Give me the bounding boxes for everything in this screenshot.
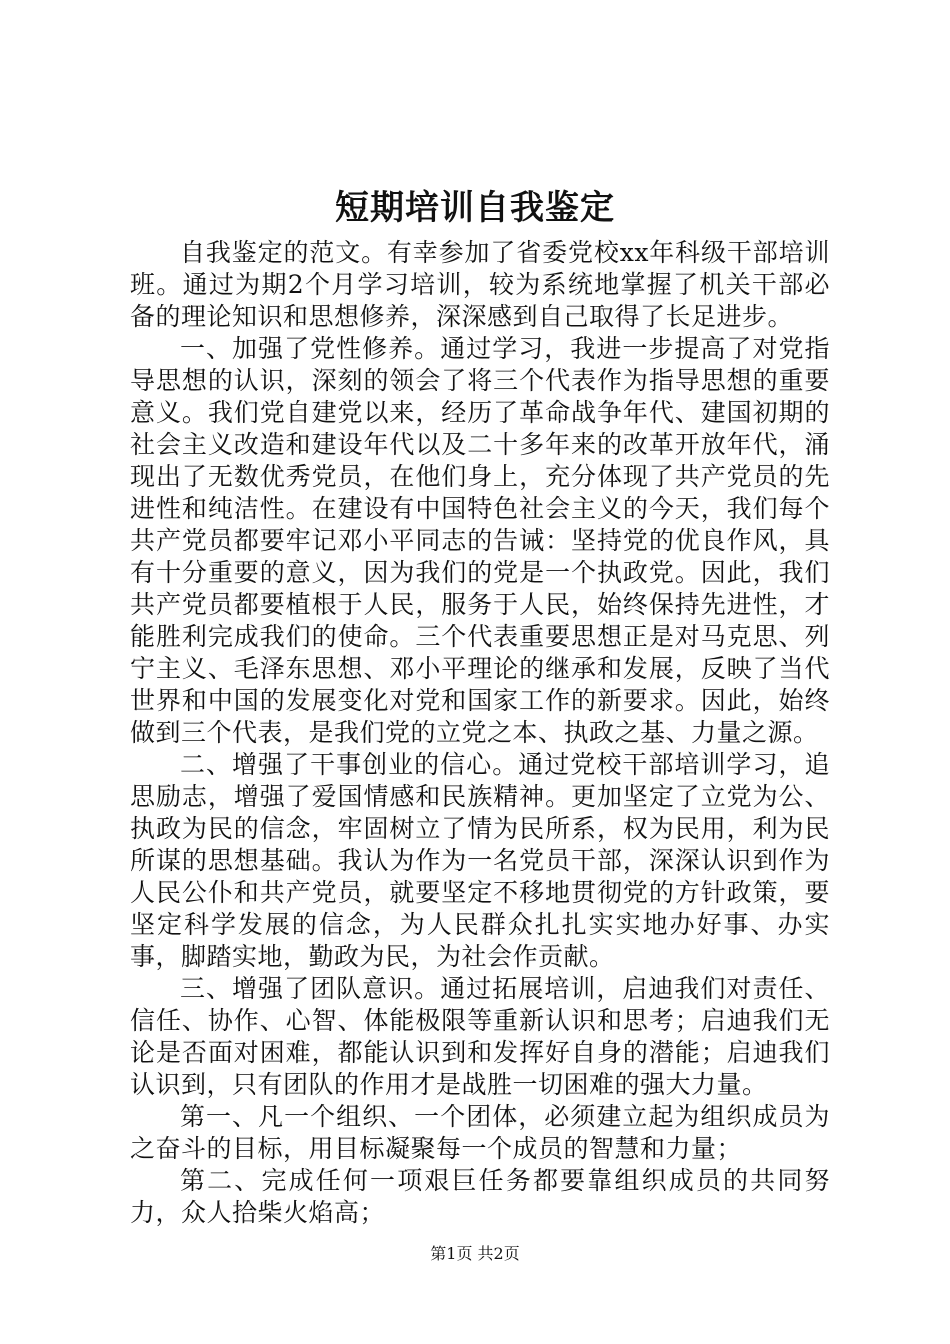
document-title: 短期培训自我鉴定	[335, 188, 615, 228]
paragraph-team-awareness: 三、增强了团队意识。通过拓展培训，启迪我们对责任、信任、协作、心智、体能极限等重新认识和思考；启迪我们无论是否面对困难，都能认识到和发挥好自身的潜能；启迪我们认识到，只有团队的作用才是战胜一切困难的强大力量。	[130, 974, 830, 1099]
paragraph-point-one: 第一、凡一个组织、一个团体，必须建立起为组织成员为之奋斗的目标，用目标凝聚每一个成员的智慧和力量；	[130, 1102, 830, 1163]
paragraph-point-two: 第二、完成任何一项艰巨任务都要靠组织成员的共同努力，众人拾柴火焰高；	[130, 1166, 830, 1227]
paragraph-confidence: 二、增强了干事创业的信心。通过党校干部培训学习，追思励志，增强了爱国情感和民族精神。更加坚定了立党为公、执政为民的信念，牢固树立了情为民所系，权为民用，利为民所谋的思想基础。我认为作为一名党员干部，深深认识到作为人民公仆和共产党员，就要坚定不移地贯彻党的方针政策，要坚定科学发展的信念，为人民群众扎扎实实地办好事、办实事，脚踏实地，勤政为民，为社会作贡献。	[130, 750, 830, 971]
paragraph-party-spirit: 一、加强了党性修养。通过学习，我进一步提高了对党指导思想的认识，深刻的领会了将三个代表作为指导思想的重要意义。我们党自建党以来，经历了革命战争年代、建国初期的社会主义改造和建设年代以及二十多年来的改革开放年代，涌现出了无数优秀党员，在他们身上，充分体现了共产党员的先进性和纯洁性。在建设有中国特色社会主义的今天，我们每个共产党员都要牢记邓小平同志的告诫：坚持党的优良作风，具有十分重要的意义，因为我们的党是一个执政党。因此，我们共产党员都要植根于人民，服务于人民，始终保持先进性，才能胜利完成我们的使命。三个代表重要思想正是对马克思、列宁主义、毛泽东思想、邓小平理论的继承和发展，反映了当代世界和中国的发展变化对党和国家工作的新要求。因此，始终做到三个代表，是我们党的立党之本、执政之基、力量之源。	[130, 334, 830, 747]
paragraph-intro: 自我鉴定的范文。有幸参加了省委党校xx年科级干部培训班。通过为期2个月学习培训，较为系统地掌握了机关干部必备的理论知识和思想修养，深深感到自己取得了长足进步。	[130, 238, 830, 331]
document-body	[130, 237, 830, 1229]
page-footer: 第1页 共2页	[430, 1244, 520, 1263]
